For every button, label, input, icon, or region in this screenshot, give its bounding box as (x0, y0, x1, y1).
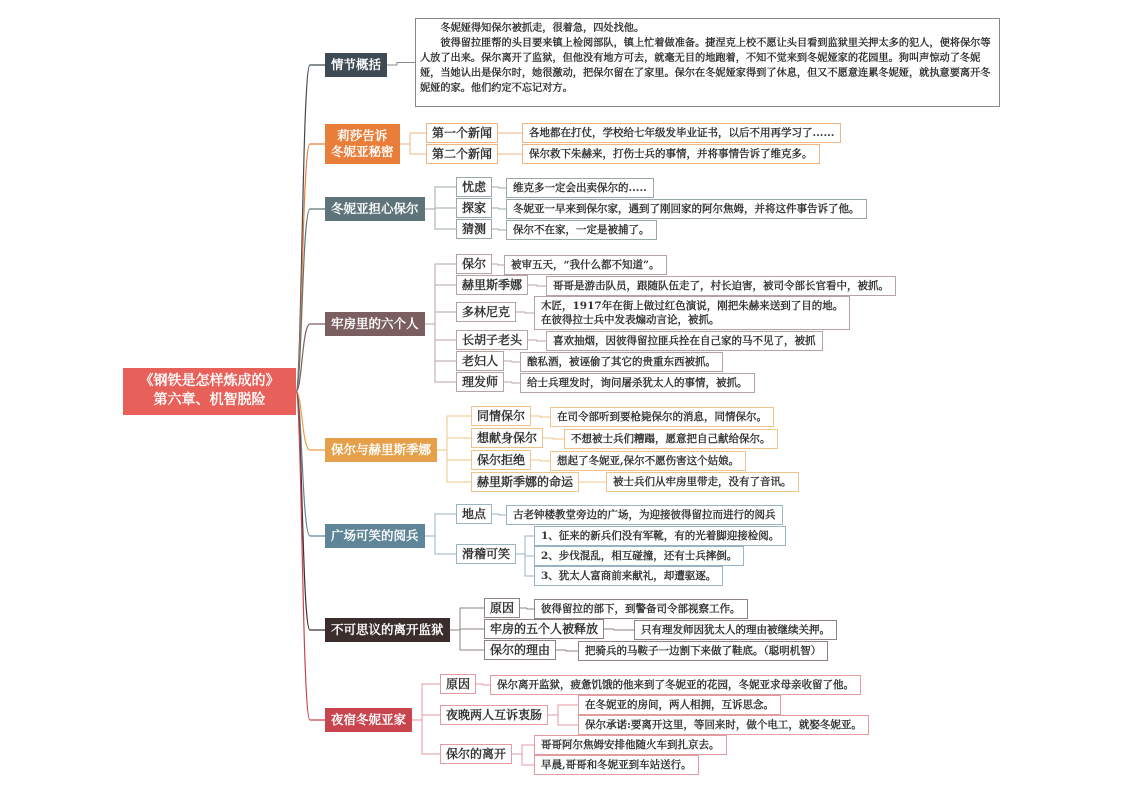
sympathy-label[interactable]: 同情保尔 (471, 406, 531, 426)
root-title-line1: 《钢铁是怎样炼成的》 (139, 373, 280, 389)
confide-label[interactable]: 夜晚两人互诉衷肠 (440, 705, 548, 725)
leave-reason-label[interactable]: 原因 (484, 598, 520, 618)
plot-summary-text (415, 18, 1000, 107)
branch-lisa-line1: 莉莎告诉 (337, 128, 388, 143)
branch-worry-paul[interactable]: 冬妮亚担心保尔 (325, 197, 425, 221)
dolinnik-text-line1: 木匠，1917年在街上做过红色演说，刚把朱赫来送到了目的地。 (541, 300, 844, 312)
branch-stay-night[interactable]: 夜宿冬妮亚家 (325, 708, 412, 732)
paul-reason-label[interactable]: 保尔的理由 (484, 640, 556, 660)
prisoner-christina-text: 哥哥是游击队员，跟随队伍走了，村长迫害，被司令部长官看中，被抓。 (546, 276, 896, 296)
branch-leave-prison[interactable]: 不可思议的离开监狱 (325, 618, 450, 642)
refuse-text: 想起了冬妮亚,保尔不愿伤害这个姑娘。 (550, 451, 746, 471)
paul-reason-text: 把骑兵的马鞍子一边割下来做了鞋底。（聪明机智） (578, 641, 828, 661)
location-text: 古老钟楼教堂旁边的广场，为迎接彼得留拉而进行的阅兵 (506, 505, 783, 525)
branch-parade[interactable]: 广场可笑的阅兵 (325, 524, 425, 548)
prisoner-dolinnik-label[interactable]: 多林尼克 (456, 302, 516, 322)
fate-text: 被士兵们从牢房里带走，没有了音讯。 (606, 472, 799, 492)
devote-label[interactable]: 想献身保尔 (471, 428, 543, 448)
fate-label[interactable]: 赫里斯季娜的命运 (471, 472, 579, 492)
confide-text-2: 保尔承诺:要离开这里，等回来时，做个电工，就娶冬妮亚。 (578, 715, 869, 735)
lisa-news-1-label[interactable]: 第一个新闻 (426, 123, 498, 143)
confide-text-1: 在冬妮亚的房间，两人相拥，互诉思念。 (578, 695, 781, 715)
leave-reason-text: 彼得留拉的部下，到警备司令部视察工作。 (534, 599, 748, 619)
paul-leave-label[interactable]: 保尔的离开 (440, 744, 512, 764)
worry-label[interactable]: 忧虑 (456, 177, 492, 197)
paul-leave-text-1: 哥哥阿尔焦姆安排他随火车到扎京去。 (534, 735, 727, 755)
prisoner-christina-label[interactable]: 赫里斯季娜 (456, 275, 528, 295)
root-title-line2: 第六章、机智脱险 (153, 392, 266, 408)
branch-six-prisoners[interactable]: 牢房里的六个人 (325, 312, 425, 336)
released-label[interactable]: 牢房的五个人被释放 (484, 619, 604, 639)
funny-item-1: 1、征来的新兵们没有军靴，有的光着脚迎接检阅。 (534, 526, 786, 546)
prisoner-paul-text: 被审五天，“我什么都不知道”。 (504, 255, 667, 275)
branch-lisa-secret[interactable] (325, 124, 400, 164)
guess-label[interactable]: 猜测 (456, 219, 492, 239)
funny-item-2: 2、步伐混乱，相互碰撞，还有士兵摔倒。 (534, 546, 744, 566)
sympathy-text: 在司令部听到要枪毙保尔的消息，同情保尔。 (550, 407, 774, 427)
prisoner-paul-label[interactable]: 保尔 (456, 254, 492, 274)
dolinnik-text-line2: 在彼得拉士兵中发表煽动言论，被抓。 (541, 314, 720, 326)
summary-paragraph-1: 冬妮娅得知保尔被抓走，很着急，四处找他。 (440, 22, 645, 34)
night-reason-text: 保尔离开监狱，疲惫饥饿的他来到了冬妮亚的花园，冬妮亚求母亲收留了他。 (490, 675, 861, 695)
prisoner-oldman-text: 喜欢抽烟，因彼得留拉匪兵拴在自己家的马不见了，被抓 (546, 331, 823, 351)
paul-leave-text-2: 早晨,哥哥和冬妮亚到车站送行。 (534, 755, 699, 775)
released-text: 只有理发师因犹太人的理由被继续关押。 (634, 620, 837, 640)
location-label[interactable]: 地点 (456, 504, 492, 524)
branch-lisa-line2: 冬妮亚秘密 (331, 144, 394, 159)
branch-paul-christina[interactable]: 保尔与赫里斯季娜 (325, 438, 437, 462)
devote-text: 不想被士兵们糟蹋，愿意把自己献给保尔。 (564, 429, 778, 449)
prisoner-oldwoman-label[interactable]: 老妇人 (456, 351, 504, 371)
worry-text: 维克多一定会出卖保尔的..... (506, 178, 654, 198)
lisa-news-1-text: 各地都在打仗，学校给七年级发毕业证书，以后不用再学习了...... (522, 123, 841, 143)
prisoner-oldman-label[interactable]: 长胡子老头 (456, 330, 528, 350)
funny-item-3: 3、犹太人富商前来献礼，却遭驱逐。 (534, 566, 723, 586)
lisa-news-2-text: 保尔救下朱赫来，打伤士兵的事情，并将事情告诉了维克多。 (522, 144, 820, 164)
prisoner-barber-text: 给士兵理发时，询问屠杀犹太人的事情，被抓。 (520, 373, 755, 393)
visit-text: 冬妮亚一早来到保尔家，遇到了刚回家的阿尔焦姆，并将这件事告诉了他。 (506, 199, 867, 219)
prisoner-oldwoman-text: 酿私酒，被诬偷了其它的贵重东西被抓。 (520, 352, 723, 372)
visit-label[interactable]: 探家 (456, 198, 492, 218)
guess-text: 保尔不在家，一定是被捕了。 (506, 220, 657, 240)
prisoner-dolinnik-text (534, 296, 850, 330)
lisa-news-2-label[interactable]: 第二个新闻 (426, 144, 498, 164)
prisoner-barber-label[interactable]: 理发师 (456, 372, 504, 392)
night-reason-label[interactable]: 原因 (440, 674, 476, 694)
summary-paragraph-2: 彼得留拉匪帮的头目要来镇上检阅部队，镇上忙着做准备。捷涅克上校不愿让头目看到监狱里关押太多的犯人，便将保尔等人放了出来。保尔离开了监狱，但他没有地方可去，就毫无目的地跑着，不知不觉来到冬妮娅家的花园里。狗叫声惊动了冬妮娅，当她认出是保尔时，她很激动，把保尔留在了家里。保尔在冬妮娅家得到了休息，但又不愿意连累冬妮娅，就执意要离开冬妮娅的家。他们约定不忘记对方。 (420, 37, 991, 94)
funny-label[interactable]: 滑稽可笑 (456, 544, 516, 564)
refuse-label[interactable]: 保尔拒绝 (471, 450, 531, 470)
root-topic[interactable] (123, 368, 296, 415)
branch-plot-summary[interactable]: 情节概括 (325, 53, 387, 77)
